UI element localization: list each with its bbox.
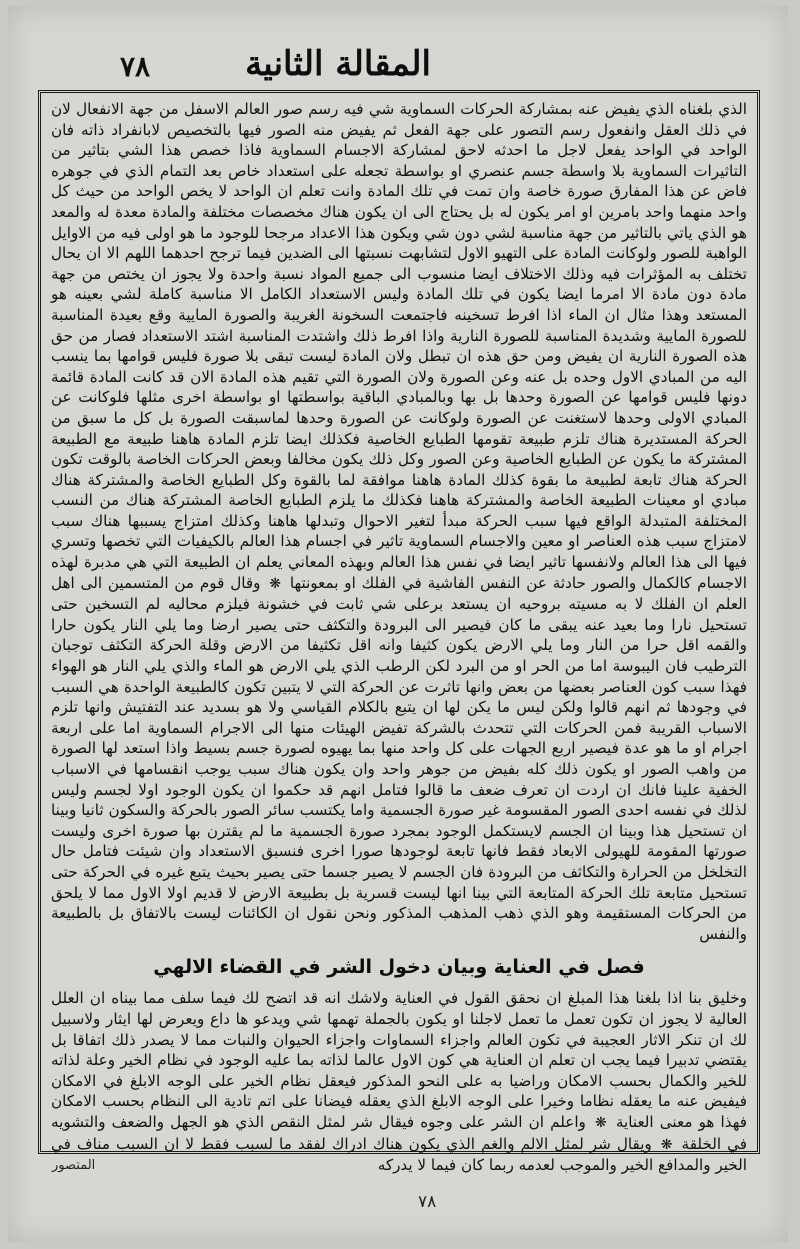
section-heading: فصل في العناية وبيان دخول الشر في القضاء الالهي [153,956,645,979]
paragraph [51,99,747,944]
paragraph-marker-icon: ❋ [595,1114,607,1131]
page-number-bottom: ٧٨ [418,1192,437,1212]
catchword: المتصور [52,1158,96,1173]
book-page [8,6,788,1242]
paragraph-marker-icon: ❋ [269,575,282,592]
paragraph-text: وقال قوم من المتسمين الى اهل العلم ان الفلك لا به مسيته بروحيه ان يستعد برعلى شي ثابت في خشونة فيلزم محاليه لم التسخين حتى تستحيل نارا وما بعيد عنه يبقى ما كان فيصير الى البرودة والتكثف حتى يصير ارضا وما يلي النار يكون حارا والقمه اقل حرا من النار وما يلي الارض يكون كثيفا وانه اقل تكثيفا من الارض وقلة الحركة التكثف توجبان الترطيب فان اليبوسة اما من الحر او من البرد لكن الرطب الذي يلي الارض هو الماء والذي يلي النار هو الهواء فهذا سبب كون العناصر بعضها من بعض وانها تاثرت عن الحركة التي لا يتبين تكون كالطبيعة الواحدة هي السبب في وجودها ثم انهم قالوا ولكن ليس ما يكن لها ان يتبع بالكلام القياسي ولا هو بسديد عند التفتيش وانها تلزم الاسباب القريبة فمن الحركات التي تتحدث بالشركة تفيض الهيئات منها الى الاجرام السماوية اما على اربعة اجرام او ما هو عدة فيصير اربع الجهات على كل واحد منها بما يهيوه لصورة جسم بسيط واذا استعد لها الصورة من واهب الصور او يكون ذلك كله بفيض من جوهر واحد وان يكون هناك سبب يوجب انقسامها في الاسباب الخفية علينا فانك ان اردت ان تعرف ضعف ما قالوا فتامل انهم قد حكموا ان يكون الوجود اولا لجسم وليس لذلك في نفسه احدى الصور المقسومة غير صورة الجسمية واما يكتسب سائر الصور بالحركة والسكون ثانيا وبينا ان تستحيل هذا وبينا ان الجسم لايستكمل الوجود بمجرد صورة الجسمية ما لم يقترن بها صورة اخرى وليست صورتها المقومة للهيولى الابعاد فقط فانها تابعة لوجودها صورا اخرى فنسبق الاستعداد وان شيئت فتامل حال التخلخل من الحرارة والتكاثف من البرودة فان الجسم لا يصير جسما حتى يصير بحيث يتبع غيره في الحركة حتى تستحيل متابعة تلك الحركة المتابعة التي بينا انها ليست قسرية بل بطبيعة الارض لا قديم اولا الاول مما لا يلحق من الحركات المستقيمة وهو الذي ذهب المذهب المذكور ونحن نقول ان الكائنات ليست بالاتفاق بل بالطبيعة والنفس [51,573,747,943]
paragraph-text: ويقال شر لمثل الالم والغم الذي يكون هناك ادراك لفقد ما لسبب فقط لا ان السبب مناف في الخير والمدافع الخير والموجب لعدمه ربما كان فيما لا يدركه [51,1134,747,1175]
page-footer [38,1158,760,1218]
page-number-top: ٧٨ [120,50,151,83]
running-title: المقالة الثانية [245,44,431,84]
page-header [8,40,788,90]
paragraph [51,988,747,1175]
paragraph-text: وخليق بنا اذا بلغنا هذا المبلغ ان نحقق القول في العناية ولاشك انه قد اتضح لك فيما سلف مما بيناه ان العلل العالية لا يجوز ان تكون تعمل ما تعمل لاجلنا او يكون بالجملة تهمها شي ويدعو ها داع ويعرض لها ايثار ولاسبيل لك ان تنكر الاثار العجيبة في تكون العالم واجزاء السماوات واجزاء الحيوان والنبات مما لا يصدر ذلك اتفاقا بل يقتضي تدبيرا فيما يجب ان تعلم ان العناية هي كون الاول عالما لذاته بما عليه الوجود في نظام الخير وعلة لذاته للخير والكمال بحسب الامكان وراضيا به على النحو المذكور فيعقل نظام الخير على الوجه الابلغ في الامكان فيفيض عنه ما يعقله نظاما وخيرا على الوجه الابلغ الذي يعقله فيضانا على اتم تادية الى النظام بحسب الامكان فهذا هو معنى العناية [51,989,747,1131]
paragraph-text: واعلم ان الشر على وجوه فيقال شر لمثل النقص الذي هو الجهل والضعف والتشويه في الخلقة [51,1112,747,1153]
paragraph-marker-icon: ❋ [660,1136,673,1153]
paragraph-text: الذي بلغناه الذي يفيض عنه بمشاركة الحركات السماوية شي فيه رسم صور العالم الاسفل من جهة الانفعال لان في ذلك العقل وانفعول رسم التصور على جهة الفعل ثم يفيض منه الصور فيها بالتخصيص لابانفراد ذاته فان الواحد في الواحد يفعل لاجل ما احدثه لاحق لمشاركة الاجسام السماوية فاذا خصص هذا الشي بتاثير من التاثيرات السماوية بلا واسطة جسم عنصري او بواسطة تجعله على استعداد خاص بعد التمام الذي في جوهره فاض عن هذا المفارق صورة خاصة وان تمت في تلك المادة وانت تعلم ان الواحد لا يخص الواحد من حيث كل واحد منهما واحد بامرين او امر يكون له بل يحتاج الى ان يكون هناك مخصصات مختلفة والمادة معدة له والمعد هو الذي ياتي بالتاثير من جهة مناسبة لشي دون شي ويكون هذا الاعداد مرجحا للوجود ما هو اولى فيه من الاوايل الواهبة للصور ولوكانت المادة على التهيو الاول لتشابهت نسبتها الى الضدين فيما ترجح احدهما اللهم الا ان يحال تختلف به المؤثرات فيه وذلك الاختلاف ايضا منسوب الى جميع المواد نسبة واحدة ولا يجوز ان يختص من جهة مادة دون مادة الا امرما ايضا يكون في تلك المادة وليس الاستعداد الكامل الا مناسبة كاملة لشي بعينه هو المستعد وهذا مثال ان الماء اذا افرط تسخينه فاجتمعت السخونة الغريبة والصورة المايية وقع بعيدة المناسبة للصورة المايية وشديدة المناسبة للصورة النارية واذا افرط ذلك واشتدت المناسبة اشتد الاستعداد فصار من حق هذه الصورة النارية ان يفيض ومن حق هذه ان تبطل ولان المادة ليست تبقى بلا صورة فليس قوامها بما ينسب اليه من المبادي الاول وحده بل عنه وعن الصورة ولان الصورة التي تقيم هذه المادة الان قد كانت المادة قائمة دونها فليس قوامها عن الصورة وحدها بل بها وبالمبادي الباقية بواسطتها او بواسطة اخرى مثلها فلوكانت عن المبادي الاولى وحدها لاستغنت عن الصورة ولوكانت عن الصورة وحدها لماسبقت الصورة بل كل ما سبق من الحركة المستديرة هناك تلزم طبيعة تقومها الطبايع الخاصية فكذلك ايضا تلزم المادة هاهنا طبيعة مع الطبيعة المشتركة ما يكون عن الطبايع الخاصية وعن الصور وكل ذلك يكون مخالفا وبعض الحركات الخاصة بالوقت تكون الحركة هناك تابعة لطبيعة ما بقوة كذلك المادة هاهنا موافقة لما بالقوة وكل الطبايع الخاصة والمشتركة هناك مبادي او معينات الطبيعة الخاصة والمشتركة هاهنا فكذلك ما يلزم الطبايع الخاصة المشتركة هناك من النسب المختلفة المتبدلة الواقع فيها سبب الحركة مبدأ لتغير الاحوال وتبدلها هاهنا وكذلك امتزاج يسببها هناك سبب لامتزاج سبب هذه العناصر او معين والاجسام السماوية تاثير في اجسام هذا العالم بالكيفيات التي تخصها وتسري فيها الى هذا العالم ولانفسها تاثير ايضا في نفس هذا العالم وبهذه المعاني يعلم ان الطبيعة التي هي مدبرة لهذه الاجسام كالكمال والصور حادثة عن النفس الفاشية في الفلك او بمعونتها [51,100,748,592]
